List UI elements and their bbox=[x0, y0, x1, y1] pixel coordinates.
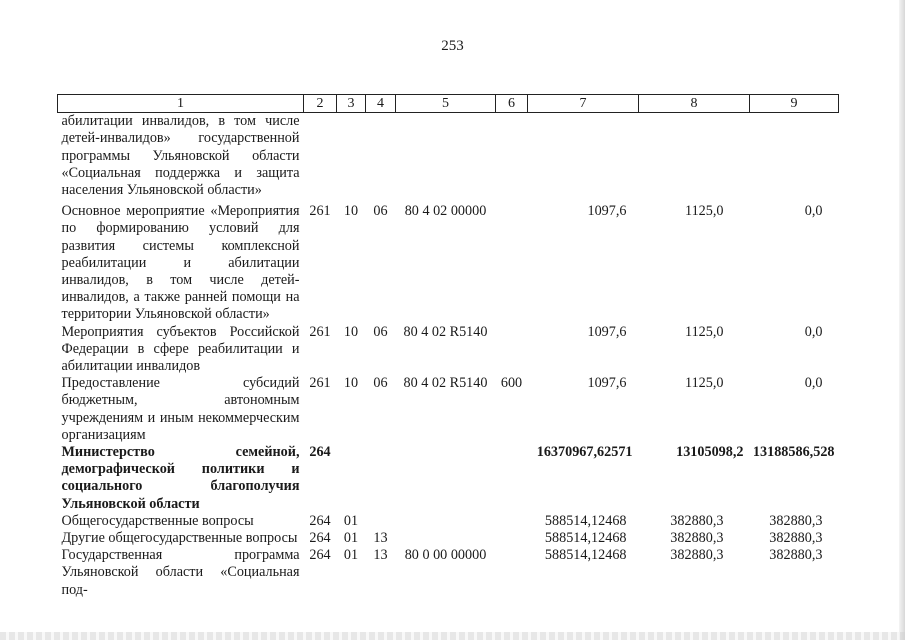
row-year-1: 1097,6 bbox=[587, 375, 627, 392]
row-year-3: 13188586,528 bbox=[752, 444, 835, 461]
row-grbs: 264 bbox=[309, 512, 331, 529]
row-expense-type bbox=[496, 324, 528, 376]
row-target-article: 80 4 02 00000 bbox=[404, 203, 487, 220]
row-year-1: 588514,12468 bbox=[544, 512, 627, 529]
row-expense-type bbox=[496, 203, 528, 323]
page-number: 253 bbox=[441, 38, 464, 54]
row-year-1: 1097,6 bbox=[587, 203, 627, 220]
row-grbs: 264 bbox=[309, 547, 331, 564]
row-grbs: 264 bbox=[309, 530, 331, 547]
row-section: 01 bbox=[343, 547, 359, 564]
row-year-3: 382880,3 bbox=[769, 547, 823, 564]
table-row bbox=[58, 324, 839, 376]
row-year-2: 1125,0 bbox=[685, 203, 724, 220]
row-section bbox=[337, 113, 366, 204]
row-name: Другие общегосударственные вопросы bbox=[61, 530, 298, 547]
row-year-2: 382880,3 bbox=[670, 530, 724, 547]
row-year-3 bbox=[750, 113, 839, 204]
row-section: 10 bbox=[343, 203, 359, 220]
row-year-3: 0,0 bbox=[804, 375, 823, 392]
row-target-article bbox=[396, 113, 496, 204]
row-year-1 bbox=[528, 113, 639, 204]
row-name: Предоставление субсидий бюджетным, автономным учреждениям и иным некоммерческим организациям bbox=[61, 375, 300, 443]
row-target-article: 80 4 02 R5140 bbox=[403, 323, 488, 340]
row-name: Общегосударственные вопросы bbox=[61, 512, 254, 529]
table-row bbox=[58, 513, 839, 530]
table-header bbox=[58, 95, 839, 113]
row-target-article: 80 0 00 00000 bbox=[404, 547, 487, 564]
header-col-2: 2 bbox=[304, 95, 337, 113]
header-row bbox=[58, 95, 839, 113]
row-year-1: 588514,12468 bbox=[544, 530, 627, 547]
table-row bbox=[58, 375, 839, 444]
row-year-1: 16370967,62571 bbox=[536, 444, 633, 461]
row-expense-type bbox=[496, 113, 528, 204]
row-expense-type bbox=[496, 444, 528, 513]
row-target-article: 80 4 02 R5140 bbox=[403, 375, 488, 392]
row-target-article bbox=[396, 444, 496, 513]
row-year-3: 0,0 bbox=[804, 323, 823, 340]
row-grbs: 261 bbox=[309, 203, 331, 220]
row-year-2 bbox=[639, 113, 750, 204]
row-year-2: 382880,3 bbox=[670, 512, 724, 529]
row-subsection: 06 bbox=[373, 323, 388, 340]
header-col-1: 1 bbox=[58, 95, 304, 113]
table-row bbox=[58, 113, 839, 204]
row-subsection: 13 bbox=[373, 547, 388, 564]
row-name: Государственная программа Ульяновской области «Социальная под- bbox=[61, 547, 300, 598]
row-subsection: 06 bbox=[373, 375, 388, 392]
table-row-ministry bbox=[58, 444, 839, 513]
row-year-2: 382880,3 bbox=[670, 547, 724, 564]
row-name: абилитации инвалидов, в том числе детей-инвалидов» государственной программы Ульяновской области «Социальная поддержка и защита населения Ульяновской области» bbox=[61, 113, 300, 199]
row-expense-type: 600 bbox=[500, 375, 523, 392]
row-expense-type bbox=[496, 547, 528, 599]
row-section: 01 bbox=[343, 512, 359, 529]
row-name: Министерство семейной, демографической политики и социального благополучия Ульяновской области bbox=[61, 444, 300, 512]
row-expense-type bbox=[496, 513, 528, 530]
scan-page-edge-bottom bbox=[0, 632, 905, 640]
row-year-2: 1125,0 bbox=[685, 323, 724, 340]
row-year-1: 588514,12468 bbox=[544, 547, 627, 564]
row-target-article bbox=[396, 513, 496, 530]
row-section: 10 bbox=[343, 375, 359, 392]
budget-table bbox=[57, 94, 839, 599]
row-target-article bbox=[396, 530, 496, 547]
row-year-2: 13105098,2 bbox=[676, 444, 744, 461]
row-subsection: 13 bbox=[373, 530, 388, 547]
row-name: Основное мероприятие «Мероприятия по формированию условий для развития системы комплексной реабилитации и абилитации инвалидов, в том числе детей-инвалидов, а также ранней помощи на территории Ульяновской области» bbox=[61, 203, 300, 323]
row-grbs: 261 bbox=[309, 323, 331, 340]
header-col-7: 7 bbox=[528, 95, 639, 113]
row-name: Мероприятия субъектов Российской Федерации в сфере реабилитации и абилитации инвалидов bbox=[61, 323, 300, 375]
row-subsection bbox=[366, 444, 396, 513]
header-col-8: 8 bbox=[639, 95, 750, 113]
row-year-3: 382880,3 bbox=[769, 512, 823, 529]
table-row bbox=[58, 547, 839, 599]
header-col-9: 9 bbox=[750, 95, 839, 113]
header-col-3: 3 bbox=[337, 95, 366, 113]
row-year-3: 382880,3 bbox=[769, 530, 823, 547]
row-section: 10 bbox=[343, 323, 359, 340]
row-subsection bbox=[366, 513, 396, 530]
row-section: 01 bbox=[343, 530, 359, 547]
row-subsection: 06 bbox=[373, 203, 388, 220]
table-row bbox=[58, 530, 839, 547]
table-body bbox=[58, 113, 839, 599]
header-col-6: 6 bbox=[496, 95, 528, 113]
row-grbs bbox=[304, 113, 337, 204]
row-expense-type bbox=[496, 530, 528, 547]
header-col-4: 4 bbox=[366, 95, 396, 113]
row-grbs: 264 bbox=[309, 444, 331, 461]
row-year-3: 0,0 bbox=[804, 203, 823, 220]
row-grbs: 261 bbox=[309, 375, 331, 392]
row-subsection bbox=[366, 113, 396, 204]
table-row bbox=[58, 203, 839, 323]
row-year-2: 1125,0 bbox=[685, 375, 724, 392]
scan-page-edge-right bbox=[899, 0, 905, 640]
row-section bbox=[337, 444, 366, 513]
header-col-5: 5 bbox=[396, 95, 496, 113]
row-year-1: 1097,6 bbox=[587, 323, 627, 340]
